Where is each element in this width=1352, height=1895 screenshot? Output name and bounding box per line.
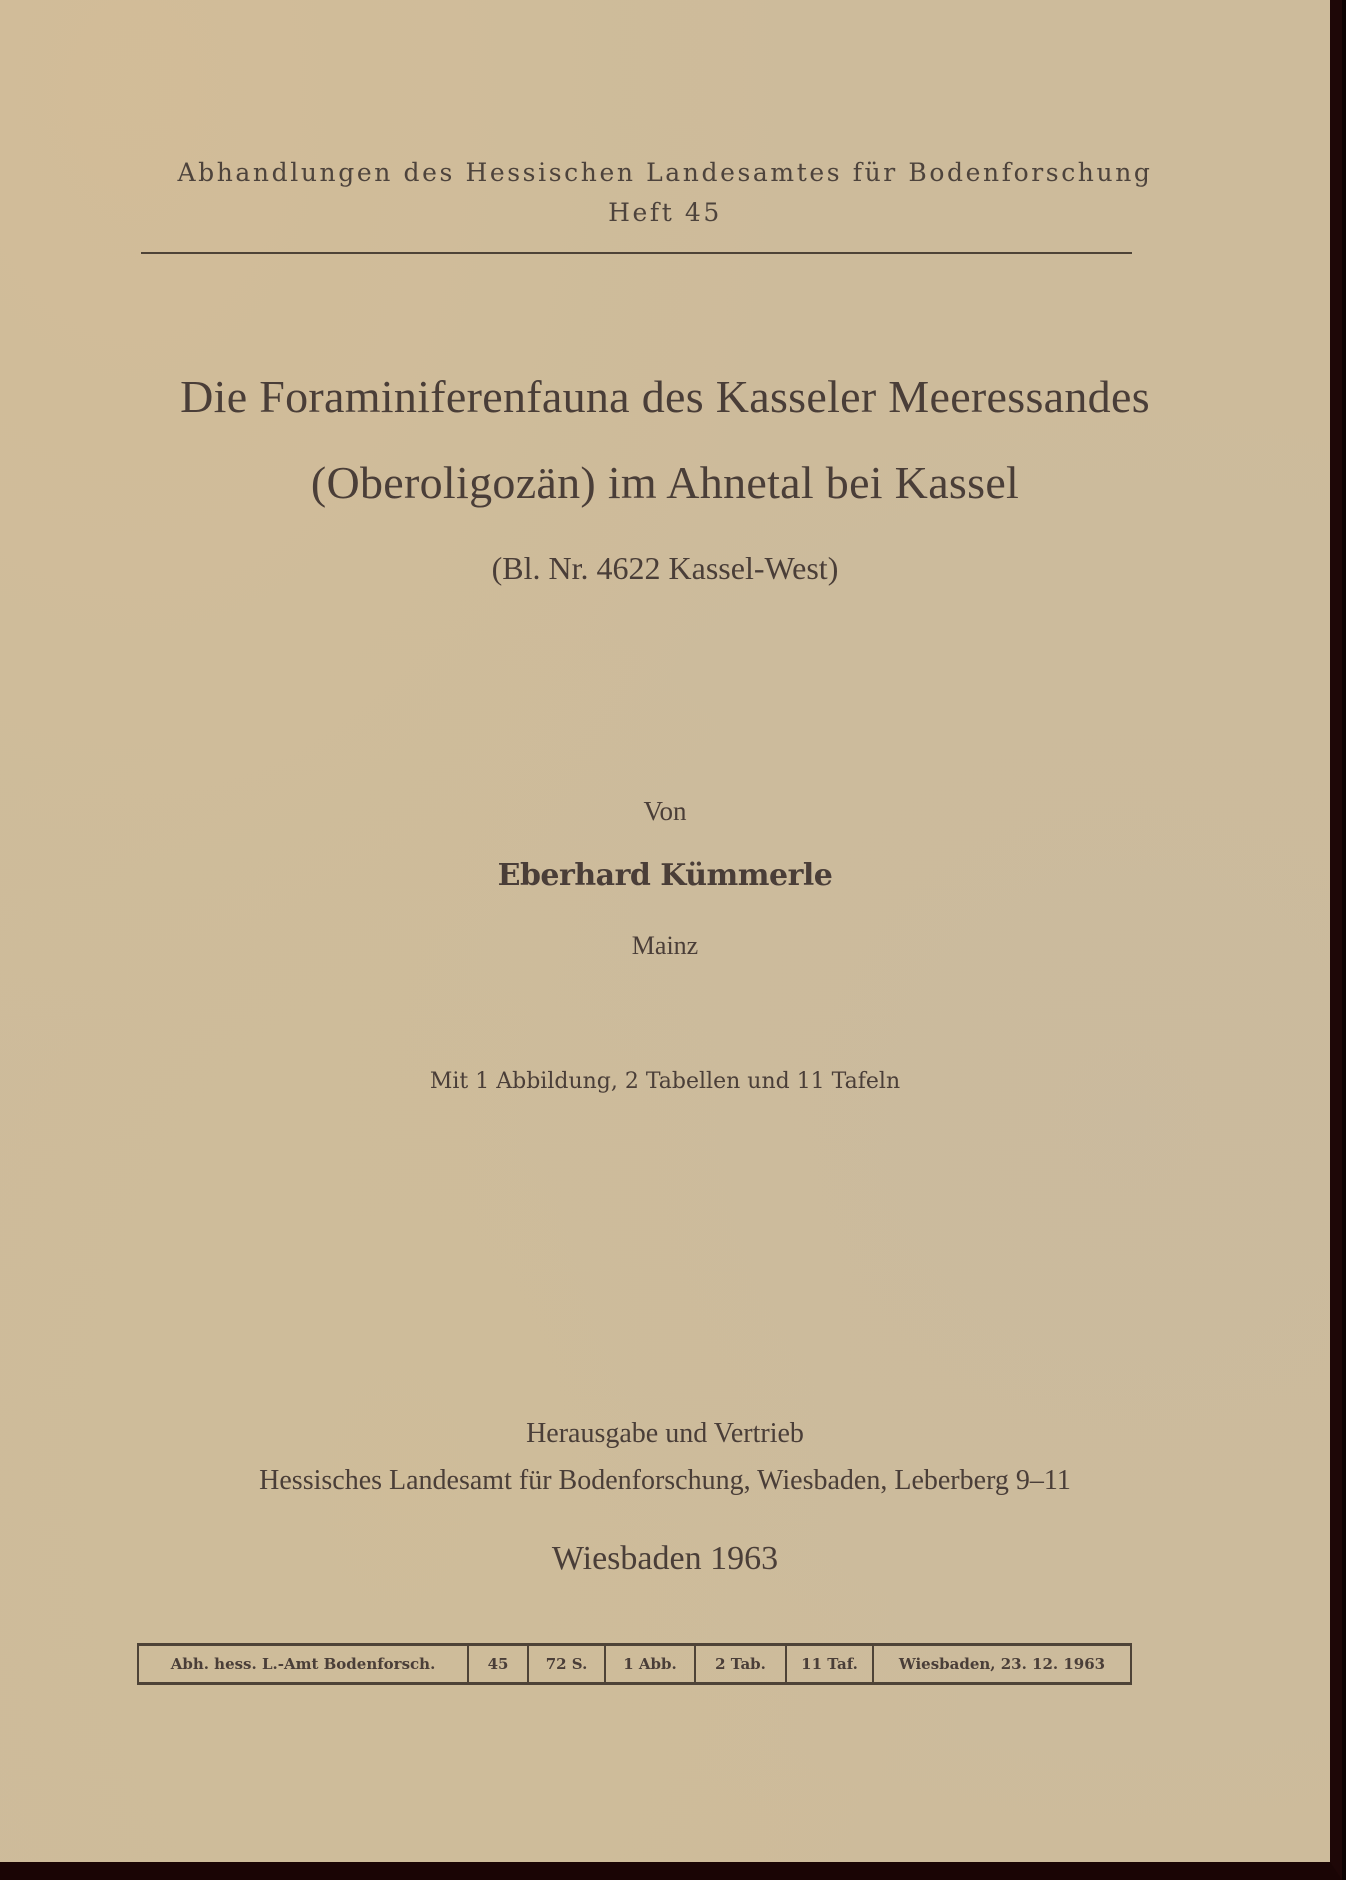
citation-row (138, 1645, 1131, 1684)
citation-journal: Abh. hess. L.-Amt Bodenforsch. (138, 1645, 468, 1684)
by-label: Von (643, 796, 687, 826)
sheet-reference: (Bl. Nr. 4622 Kassel-West) (491, 550, 839, 586)
citation-pages: 72 S. (528, 1645, 605, 1684)
title-line-2: (Oberoligozän) im Ahnetal bei Kassel (310, 457, 1020, 508)
title-line-1: Die Foraminiferenfauna des Kasseler Meeressandes (180, 371, 1150, 422)
citation-date: Wiesbaden, 23. 12. 1963 (873, 1645, 1131, 1684)
citation-table (137, 1643, 1132, 1685)
page-edge-shadow (1342, 0, 1346, 1880)
citation-plates: 11 Taf. (786, 1645, 873, 1684)
place-year: Wiesbaden 1963 (551, 1540, 779, 1577)
publisher-address: Hessisches Landesamt für Bodenforschung, Wiesbaden, Leberberg 9–11 (259, 1465, 1071, 1496)
author-location: Mainz (631, 931, 699, 960)
author-name: Eberhard Kümmerle (497, 858, 833, 893)
header-divider (141, 252, 1132, 254)
publisher-heading: Herausgabe und Vertrieb (526, 1418, 804, 1449)
issue-number: Heft 45 (608, 198, 722, 227)
citation-volume: 45 (468, 1645, 528, 1684)
series-title: Abhandlungen des Hessischen Landesamtes für Bodenforschung (177, 158, 1153, 187)
citation-figures: 1 Abb. (605, 1645, 695, 1684)
citation-tables: 2 Tab. (695, 1645, 786, 1684)
contents-note: Mit 1 Abbildung, 2 Tabellen und 11 Tafeln (429, 1069, 901, 1094)
